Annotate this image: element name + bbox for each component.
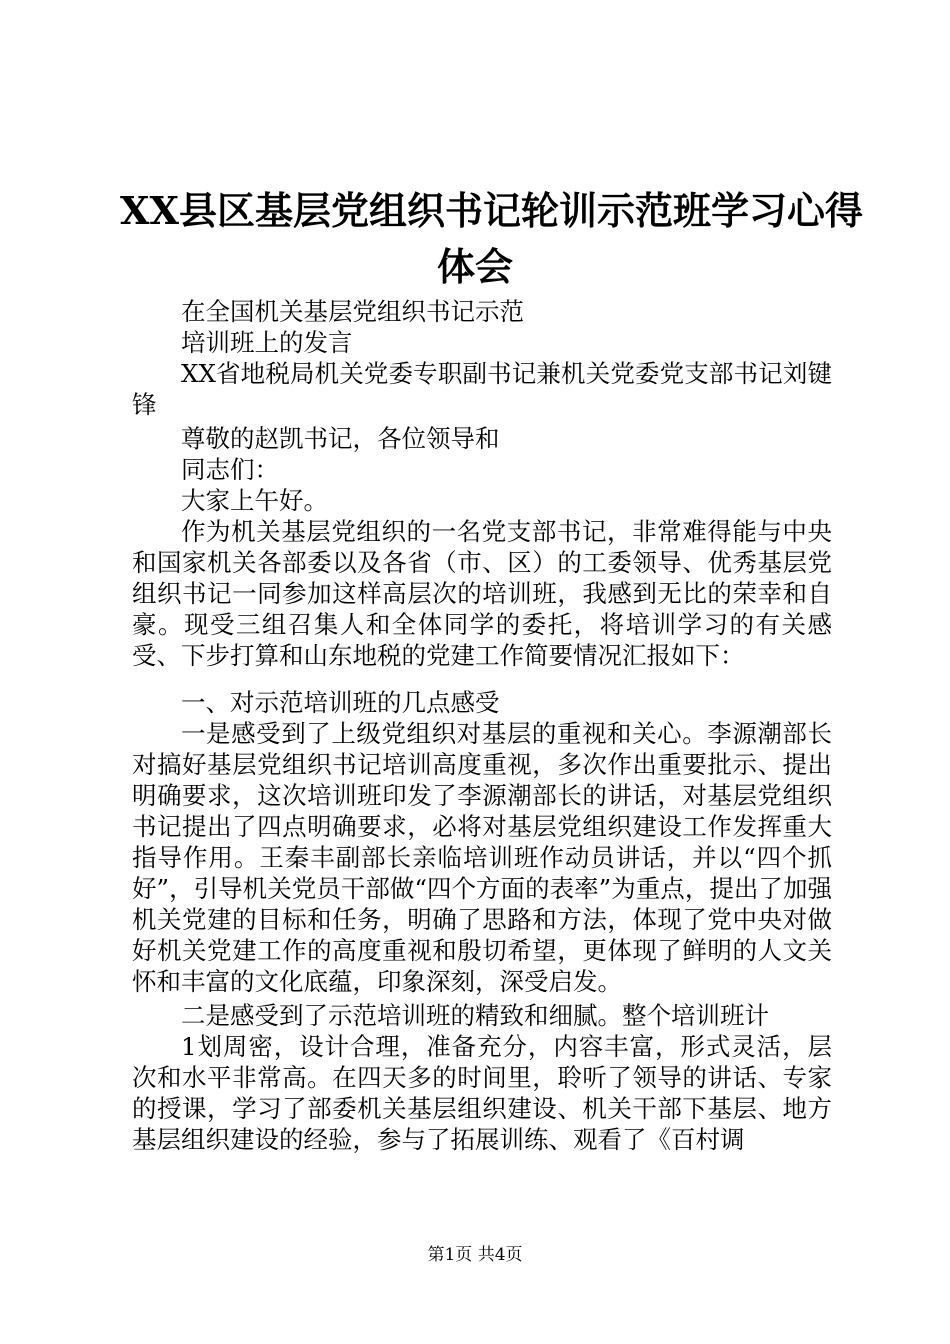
paragraph-3: XX省地税局机关党委专职副书记兼机关党委党支部书记刘键锋 [132, 359, 832, 419]
paragraph-11: 1划周密，设计合理，准备充分，内容丰富，形式灵活，层次和水平非常高。在四天多的时间里，聆听了领导的讲话、专家的授课，学习了部委机关基层组织建设、机关干部下基层、地方基层组织建设的经验，参与了拓展训练、观看了《百村调 [132, 1032, 832, 1154]
paragraph-2: 培训班上的发言 [181, 328, 353, 357]
paragraph-1: 在全国机关基层党组织书记示范 [181, 297, 524, 326]
section-heading: 一、对示范培训班的几点感受 [181, 688, 500, 717]
paragraph-7: 作为机关基层党组织的一名党支部书记，非常难得能与中央和国家机关各部委以及各省（市、区）的工委领导、优秀基层党组织书记一同参加这样高层次的培训班，我感到无比的荣幸和自豪。现受三组召集人和全体同学的委托，将培训学习的有关感受、下步打算和山东地税的党建工作简要情况汇报如下： [132, 517, 832, 670]
paragraph-9: 一是感受到了上级党组织对基层的重视和关心。李源潮部长对搞好基层党组织书记培训高度重视，多次作出重要批示、提出明确要求，这次培训班印发了李源潮部长的讲话，对基层党组织书记提出了四点明确要求，必将对基层党组织建设工作发挥重大指导作用。王秦丰副部长亲临培训班作动员讲话，并以“四个抓好”，引导机关党员干部做“四个方面的表率”为重点，提出了加强机关党建的目标和任务，明确了思路和方法，体现了党中央对做好机关党建工作的高度重视和殷切希望，更体现了鲜明的人文关怀和丰富的文化底蕴，印象深刻，深受启发。 [132, 719, 832, 996]
paragraph-5: 同志们： [181, 455, 279, 484]
document-body [132, 296, 832, 1155]
paragraph-10: 二是感受到了示范培训班的精致和细腻。整个培训班计 [181, 1001, 769, 1030]
document-title-line-1: XX县区基层党组织书记轮训示范班学习心得 [120, 188, 863, 233]
paragraph-6: 大家上午好。 [181, 486, 328, 515]
page-number: 第1页 共4页 [427, 1245, 523, 1265]
paragraph-4: 尊敬的赵凯书记，各位领导和 [181, 424, 500, 453]
document-title-line-2: 体会 [436, 244, 513, 289]
